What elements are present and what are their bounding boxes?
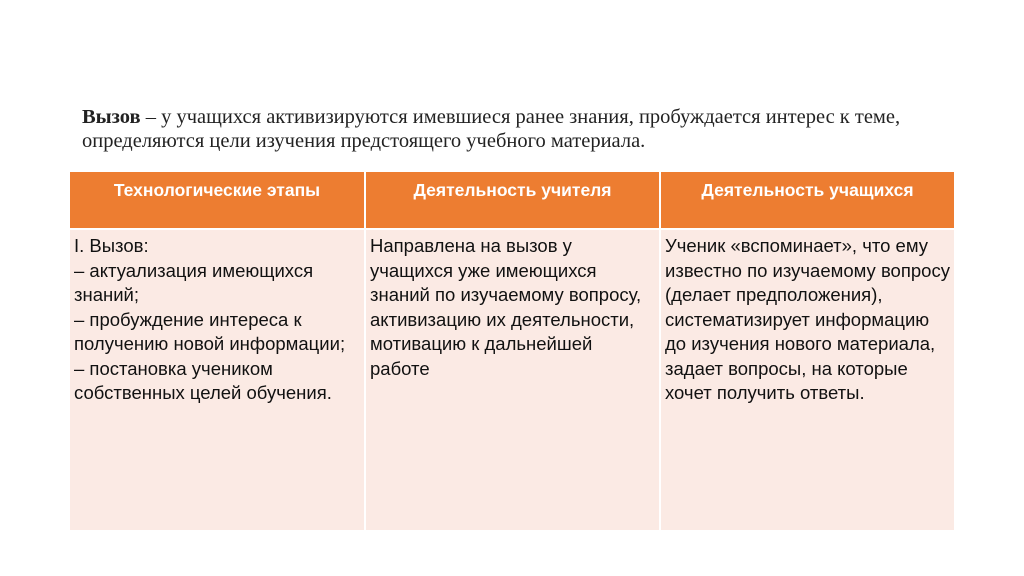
table-header-row bbox=[70, 172, 954, 229]
cell-stage bbox=[70, 229, 365, 530]
intro-paragraph bbox=[82, 105, 962, 153]
cell-students: Ученик «вспоминает», что ему известно по изучаемому вопросу (делает предположения), систематизирует информацию до изучения нового материала, задает вопросы, на которые хочет получить ответы. bbox=[660, 229, 954, 530]
table-row bbox=[70, 229, 954, 530]
stage-line: I. Вызов: bbox=[74, 235, 149, 256]
header-stages: Технологические этапы bbox=[70, 172, 365, 229]
stage-line: – актуализация имеющихся знаний; bbox=[74, 259, 314, 305]
cell-teacher: Направлена на вызов у учащихся уже имеющихся знаний по изучаемому вопросу, активизацию их деятельности, мотивацию к дальнейшей работе bbox=[365, 229, 660, 530]
stage-line: – постановка учеником собственных целей обучения. bbox=[74, 357, 332, 403]
header-students: Деятельность учащихся bbox=[660, 172, 954, 229]
stages-table bbox=[70, 172, 954, 530]
stage-line: – пробуждение интереса к получению новой информации; bbox=[74, 308, 346, 354]
header-teacher: Деятельность учителя bbox=[365, 172, 660, 229]
intro-term: Вызов bbox=[82, 105, 141, 128]
intro-text: – у учащихся активизируются имевшиеся ранее знания, пробуждается интерес к теме, определяются цели изучения предстоящего учебного материала. bbox=[82, 105, 901, 152]
